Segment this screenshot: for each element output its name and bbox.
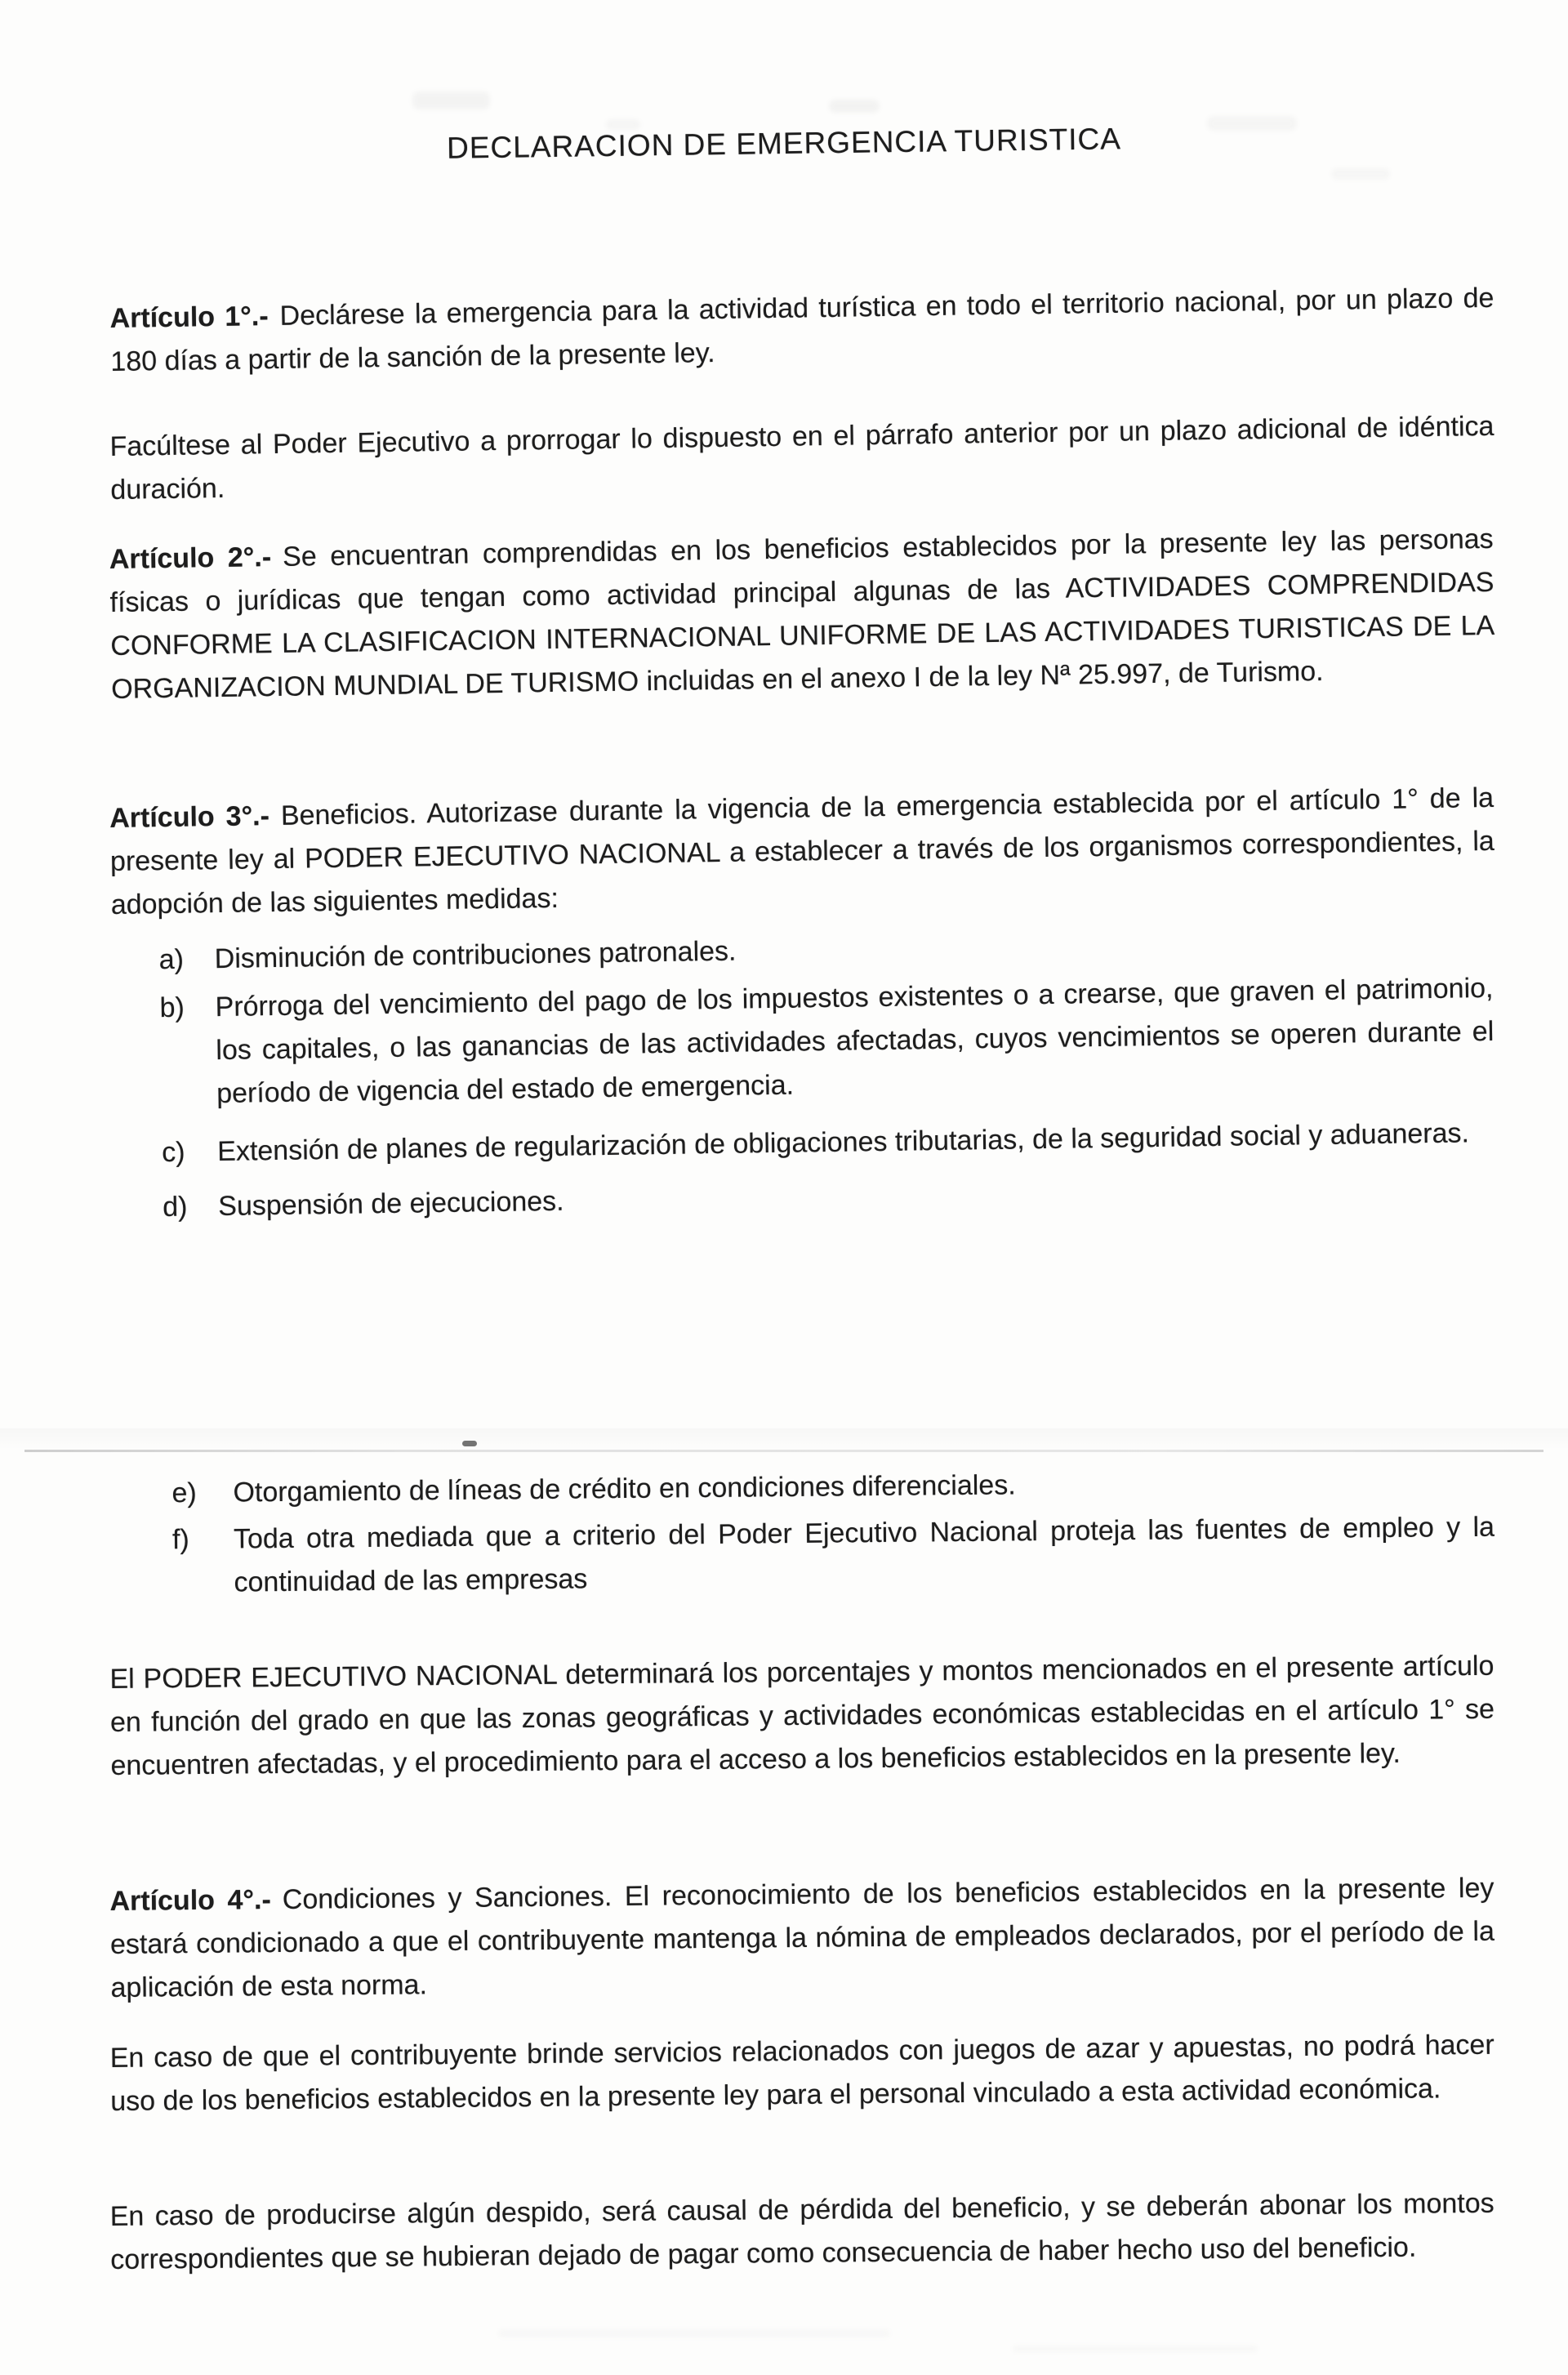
article-2-paragraph (109, 518, 1495, 711)
article-4-paragraph (109, 1867, 1494, 2010)
article-4-heading: Artículo 4°.- (109, 1884, 271, 1918)
dismissal-penalty-paragraph (109, 2182, 1494, 2282)
list-item-text: Extensión de planes de regularización de obligaciones tributarias, de la seguridad social y aduaneras. (216, 1117, 1470, 1168)
scan-artifact (1013, 2346, 1258, 2352)
list-item-text: Prórroga del vencimiento del pago de los impuestos existentes o a crearse, que graven el patrimonio, los capitales, o las ganancias de las actividades afectadas, cuyos vencimientos se operen durante el período de vigencia del estado de emergencia. (215, 972, 1494, 1110)
list-item-text: Disminución de contribuciones patronales. (214, 935, 737, 975)
article-3-body: Beneficios. Autorizase durante la vigencia de la emergencia establecida por el artículo 1° de la presente ley al PODER EJECUTIVO NACIONAL a establecer a través de los organismos correspondientes, la adopción de las siguientes medidas: (109, 782, 1495, 920)
scan-artifact (829, 100, 880, 113)
scan-artifact (498, 2329, 890, 2337)
article-1-extension-body: Facúltese al Poder Ejecutivo a prorrogar lo dispuesto en el párrafo anterior por un plazo adicional de idéntica duración. (109, 410, 1494, 506)
article-4-body: Condiciones y Sanciones. El reconocimiento de los beneficios establecidos en la presente ley estará condicionado a que el contribuyente mantenga la nómina de empleados declarados, por el período de la aplicación de esta norma. (109, 1872, 1495, 2003)
list-item-marker: b) (159, 991, 185, 1024)
list-item-marker: d) (162, 1191, 188, 1223)
list-item (111, 1112, 1496, 1175)
list-item-marker: f) (172, 1524, 189, 1556)
article-2-heading: Artículo 2°.- (109, 541, 272, 576)
list-item (109, 967, 1494, 1117)
article-1-body: Declárese la emergencia para la actividad turística en todo el territorio nacional, por un plazo de 180 días a partir de la sanción de la presente ley. (110, 282, 1494, 377)
scan-artifact (412, 91, 490, 109)
list-item-text: Otorgamiento de líneas de crédito en condiciones diferenciales. (233, 1469, 1016, 1508)
list-item-text: Suspensión de ejecuciones. (217, 1185, 564, 1223)
article-1-heading: Artículo 1°.- (109, 301, 269, 335)
list-item (110, 1506, 1495, 1606)
executive-determination-body: El PODER EJECUTIVO NACIONAL determinará los porcentajes y montos mencionados en el presente artículo en función del grado en que las zonas geográficas y actividades económicas establecidas en el artículo 1° se encuentren afectadas, y el procedimiento para el acceso a los beneficios establecidos en la presente ley. (109, 1650, 1495, 1781)
scan-artifact (1331, 168, 1390, 180)
list-item-marker: e) (172, 1477, 197, 1509)
page-seam (24, 1450, 1544, 1452)
list-item-marker: c) (161, 1136, 185, 1169)
gambling-exclusion-body: En caso de que el contribuyente brinde servicios relacionados con juegos de azar y apuestas, no podrá hacer uso de los beneficios establecidos en la presente ley para el personal vinculado a esta actividad económica. (109, 2029, 1494, 2117)
list-item-marker: a) (158, 943, 185, 976)
document-title: DECLARACION DE EMERGENCIA TURISTICA (446, 122, 1122, 165)
article-3-paragraph (109, 777, 1495, 927)
article-1-extension-paragraph (109, 405, 1494, 512)
article-3-heading: Artículo 3°.- (109, 800, 270, 835)
gambling-exclusion-paragraph (109, 2024, 1494, 2123)
article-1-paragraph (109, 277, 1494, 384)
page-seam-shadow (0, 1428, 1568, 1450)
list-item (112, 1166, 1497, 1230)
executive-determination-paragraph (109, 1645, 1494, 1788)
article-2-body: Se encuentran comprendidas en los beneficios establecidos por la presente ley las personas físicas o jurídicas que tengan como actividad principal algunas de las ACTIVIDADES COMPRENDIDAS CONFORME LA CLASIFICACION INTERNACIONAL UNIFORME DE LAS ACTIVIDADES TURISTICAS DE LA ORGANIZACION MUNDIAL DE TURISMO incluidas en el anexo I de la ley Nª 25.997, de Turismo. (109, 523, 1495, 705)
measures-list-e-f (109, 1459, 1494, 1606)
list-item-text: Toda otra mediada que a criterio del Poder Ejecutivo Nacional proteja las fuentes de empleo y la continuidad de las empresas (233, 1511, 1495, 1598)
measures-list-a-d (108, 919, 1496, 1230)
dismissal-penalty-body: En caso de producirse algún despido, será causal de pérdida del beneficio, y se deberán abonar los montos correspondientes que se hubieran dejado de pagar como consecuencia de haber hecho uso del beneficio. (109, 2187, 1494, 2275)
